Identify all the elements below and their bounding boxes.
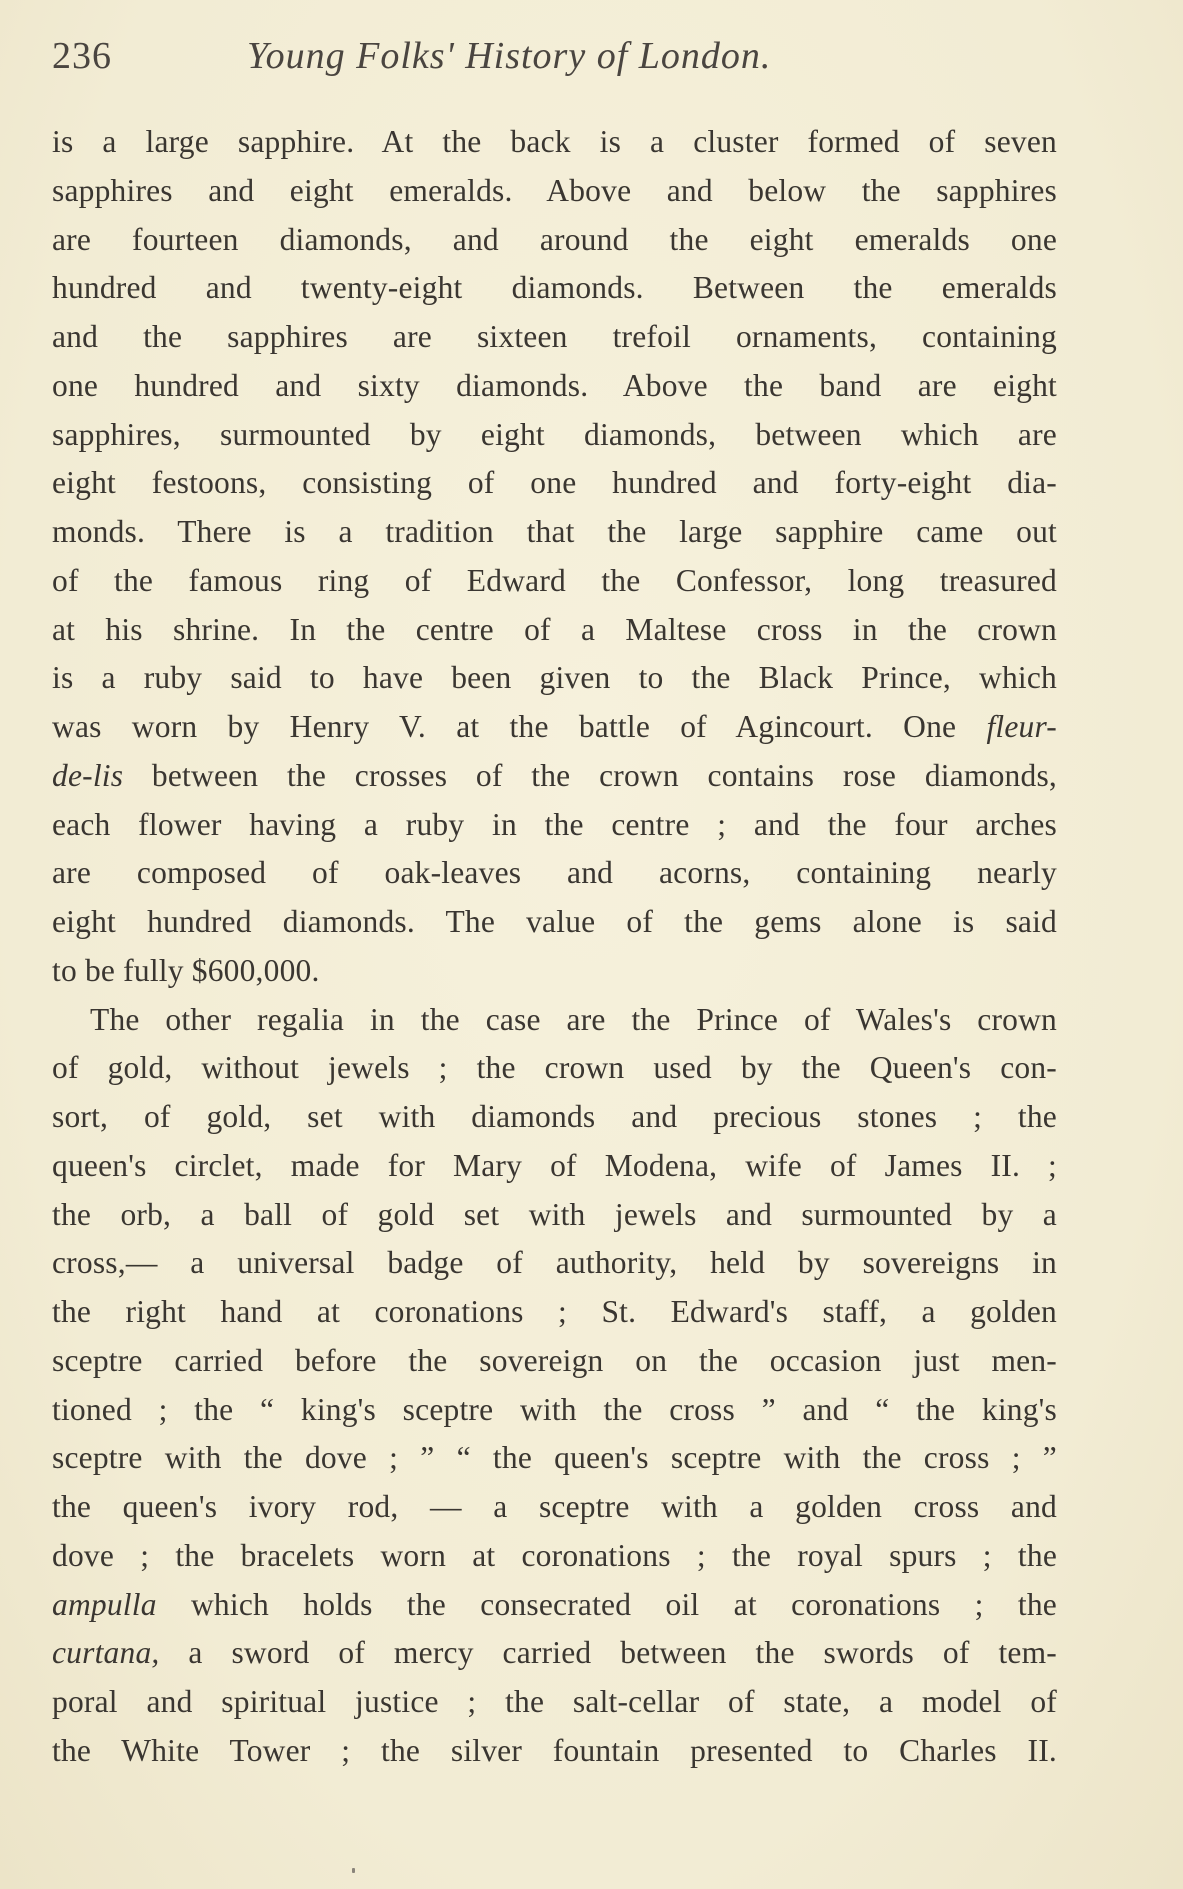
running-title: Young Folks' History of London. bbox=[247, 35, 772, 77]
text-segment: a sword of mercy carried between the swords of tem- bbox=[159, 1635, 1057, 1671]
text-line: tioned ; the “ king's sceptre with the cross ” and “ the king's bbox=[52, 1391, 1057, 1427]
text-line: each flower having a ruby in the centre ; and the four arches bbox=[52, 806, 1057, 842]
text-line: sort, of gold, set with diamonds and precious stones ; the bbox=[52, 1099, 1057, 1134]
text-line: of the famous ring of Edward the Confessor, long treasured bbox=[52, 562, 1057, 598]
text-segment: which holds the consecrated oil at coronations ; the bbox=[156, 1586, 1057, 1622]
italic-term-fleur-de-lis: fleur- bbox=[986, 709, 1057, 744]
text-segment: was worn by Henry V. at the battle of Agincourt. One bbox=[52, 709, 987, 744]
text-line: are composed of oak-leaves and acorns, containing nearly bbox=[52, 855, 1057, 891]
text-line: eight festoons, consisting of one hundred and forty-eight dia- bbox=[52, 465, 1057, 501]
text-line: sapphires and eight emeralds. Above and below the sapphires bbox=[52, 172, 1057, 208]
italic-term-ampulla: ampulla bbox=[52, 1586, 157, 1622]
text-line-mixed bbox=[52, 1581, 1057, 1630]
text-line: the White Tower ; the silver fountain presented to Charles II. bbox=[52, 1732, 1057, 1768]
page-header bbox=[52, 26, 1062, 86]
text-line: the queen's ivory rod, — a sceptre with a golden cross and bbox=[52, 1489, 1057, 1524]
page-number: 236 bbox=[52, 35, 112, 77]
text-line: queen's circlet, made for Mary of Modena, wife of James II. ; bbox=[52, 1147, 1057, 1183]
text-line-mixed bbox=[52, 1629, 1057, 1678]
text-segment: between the crosses of the crown contains rose diamonds, bbox=[123, 757, 1057, 793]
text-line: the orb, a ball of gold set with jewels and surmounted by a bbox=[52, 1196, 1057, 1232]
text-line: one hundred and sixty diamonds. Above the band are eight bbox=[52, 367, 1057, 403]
text-line: hundred and twenty-eight diamonds. Between the emeralds bbox=[52, 270, 1057, 306]
text-line: eight hundred diamonds. The value of the gems alone is said bbox=[52, 904, 1057, 939]
text-line: at his shrine. In the centre of a Maltese cross in the crown bbox=[52, 611, 1057, 647]
text-line: the right hand at coronations ; St. Edward's staff, a golden bbox=[52, 1294, 1057, 1329]
text-line: of gold, without jewels ; the crown used by the Queen's con- bbox=[52, 1050, 1057, 1086]
text-line: cross,— a universal badge of authority, held by sovereigns in bbox=[52, 1245, 1057, 1281]
text-line: dove ; the bracelets worn at coronations ; the royal spurs ; the bbox=[52, 1537, 1057, 1573]
text-line: sapphires, surmounted by eight diamonds, between which are bbox=[52, 416, 1057, 452]
text-line: sceptre with the dove ; ” “ the queen's sceptre with the cross ; ” bbox=[52, 1440, 1057, 1476]
text-line: are fourteen diamonds, and around the eight emeralds one bbox=[52, 221, 1057, 257]
italic-term-fleur-de-lis: de-lis bbox=[52, 757, 124, 793]
paper-speck bbox=[352, 1868, 355, 1873]
text-line: is a large sapphire. At the back is a cluster formed of seven bbox=[52, 124, 1057, 159]
text-line: and the sapphires are sixteen trefoil ornaments, containing bbox=[52, 319, 1057, 354]
text-line: is a ruby said to have been given to the Black Prince, which bbox=[52, 660, 1057, 696]
text-line: to be fully $600,000. bbox=[52, 952, 320, 988]
text-line: sceptre carried before the sovereign on the occasion just men- bbox=[52, 1342, 1057, 1378]
body-text bbox=[52, 118, 1057, 1776]
text-line: The other regalia in the case are the Prince of Wales's crown bbox=[90, 1001, 1057, 1037]
text-line-mixed bbox=[52, 703, 1057, 752]
text-line: poral and spiritual justice ; the salt-cellar of state, a model of bbox=[52, 1684, 1057, 1719]
italic-term-curtana: curtana, bbox=[52, 1635, 160, 1671]
text-line-mixed bbox=[52, 752, 1057, 801]
text-line: monds. There is a tradition that the large sapphire came out bbox=[52, 514, 1057, 549]
